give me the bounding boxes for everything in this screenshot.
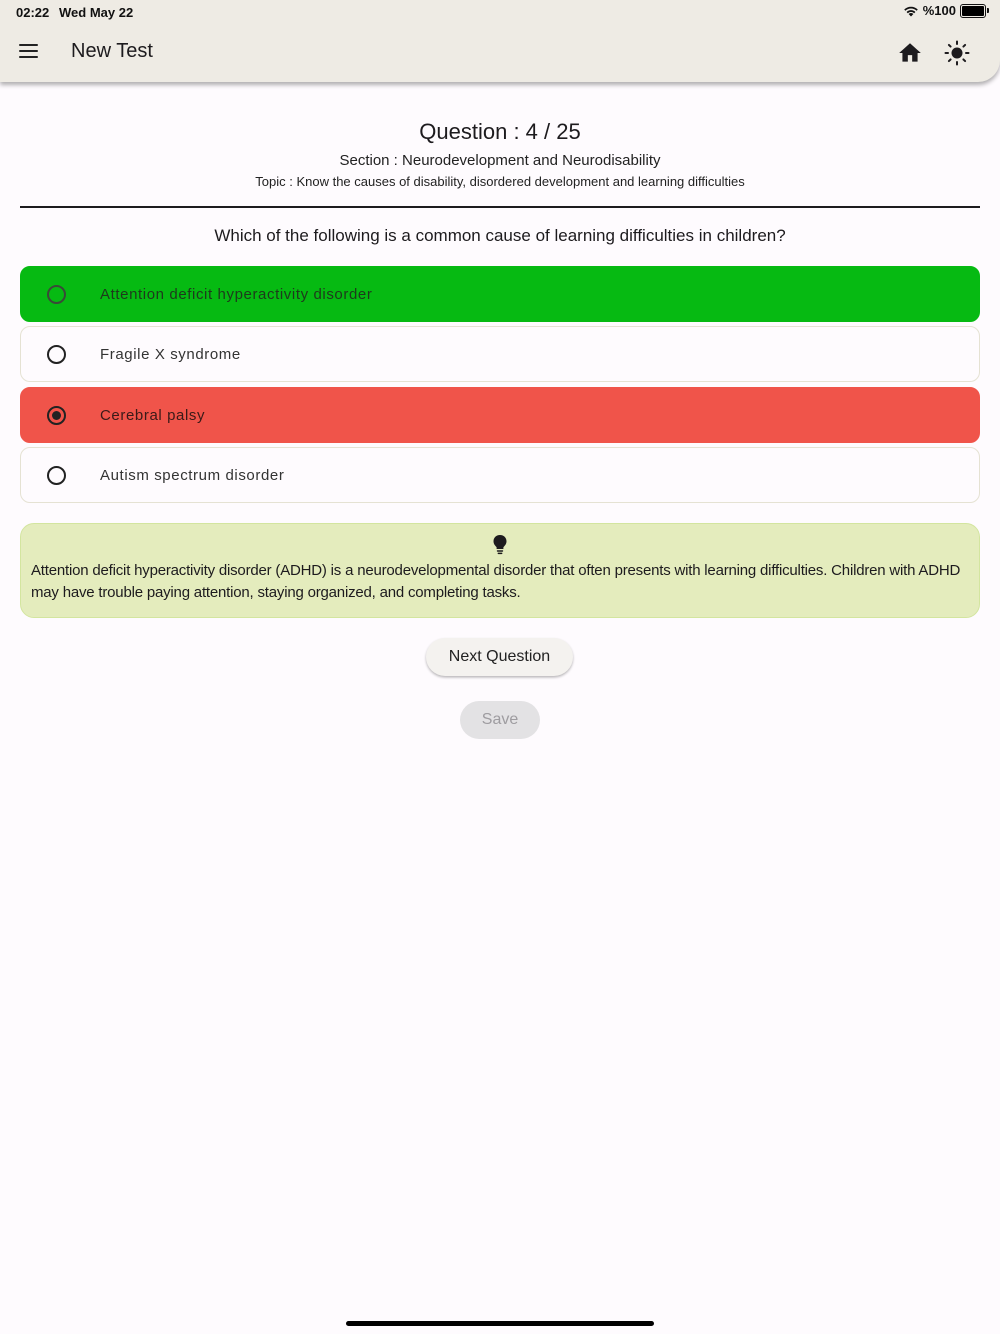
question-text: Which of the following is a common cause of learning difficulties in children? <box>214 226 786 245</box>
radio-button[interactable] <box>47 345 66 364</box>
radio-button-selected[interactable] <box>47 406 66 425</box>
option-selected-wrong[interactable] <box>20 387 980 443</box>
question-topic: Topic : Know the causes of disability, disordered development and learning difficulties <box>255 174 745 189</box>
question-section: Section : Neurodevelopment and Neurodisability <box>339 152 661 169</box>
save-button: Save <box>460 701 540 739</box>
option-label: Autism spectrum disorder <box>100 466 285 484</box>
page-title: New Test <box>71 40 153 62</box>
option-label: Fragile X syndrome <box>100 345 241 363</box>
status-time: 02:22 <box>16 5 50 20</box>
wifi-icon <box>903 5 919 17</box>
option-correct[interactable] <box>20 266 980 322</box>
menu-button[interactable] <box>16 40 40 64</box>
explanation-box <box>20 523 980 618</box>
next-question-button[interactable]: Next Question <box>426 638 573 676</box>
battery-icon <box>960 4 986 18</box>
lightbulb-icon <box>492 534 508 556</box>
option[interactable] <box>20 326 980 382</box>
menu-icon <box>16 44 40 59</box>
question-header <box>0 116 1000 192</box>
status-indicators <box>903 3 986 18</box>
home-indicator[interactable] <box>346 1321 654 1326</box>
explanation-text: Attention deficit hyperactivity disorder (ADHD) is a neurodevelopmental disorder that often presents with learning difficulties. Children with ADHD may have trouble paying attention, staying organized, and completing tasks. <box>31 562 961 601</box>
battery-percent: %100 <box>922 3 956 18</box>
home-icon <box>897 40 923 66</box>
option[interactable] <box>20 447 980 503</box>
brightness-icon <box>943 39 971 67</box>
theme-toggle-button[interactable] <box>943 39 971 67</box>
home-button[interactable] <box>897 40 923 66</box>
option-label: Attention deficit hyperactivity disorder <box>100 285 373 303</box>
radio-button[interactable] <box>47 466 66 485</box>
app-bar <box>0 0 1000 82</box>
option-label: Cerebral palsy <box>100 406 206 424</box>
question-counter: Question : 4 / 25 <box>419 119 581 144</box>
radio-button[interactable] <box>47 285 66 304</box>
header-divider <box>20 206 980 208</box>
status-date: Wed May 22 <box>59 5 134 20</box>
